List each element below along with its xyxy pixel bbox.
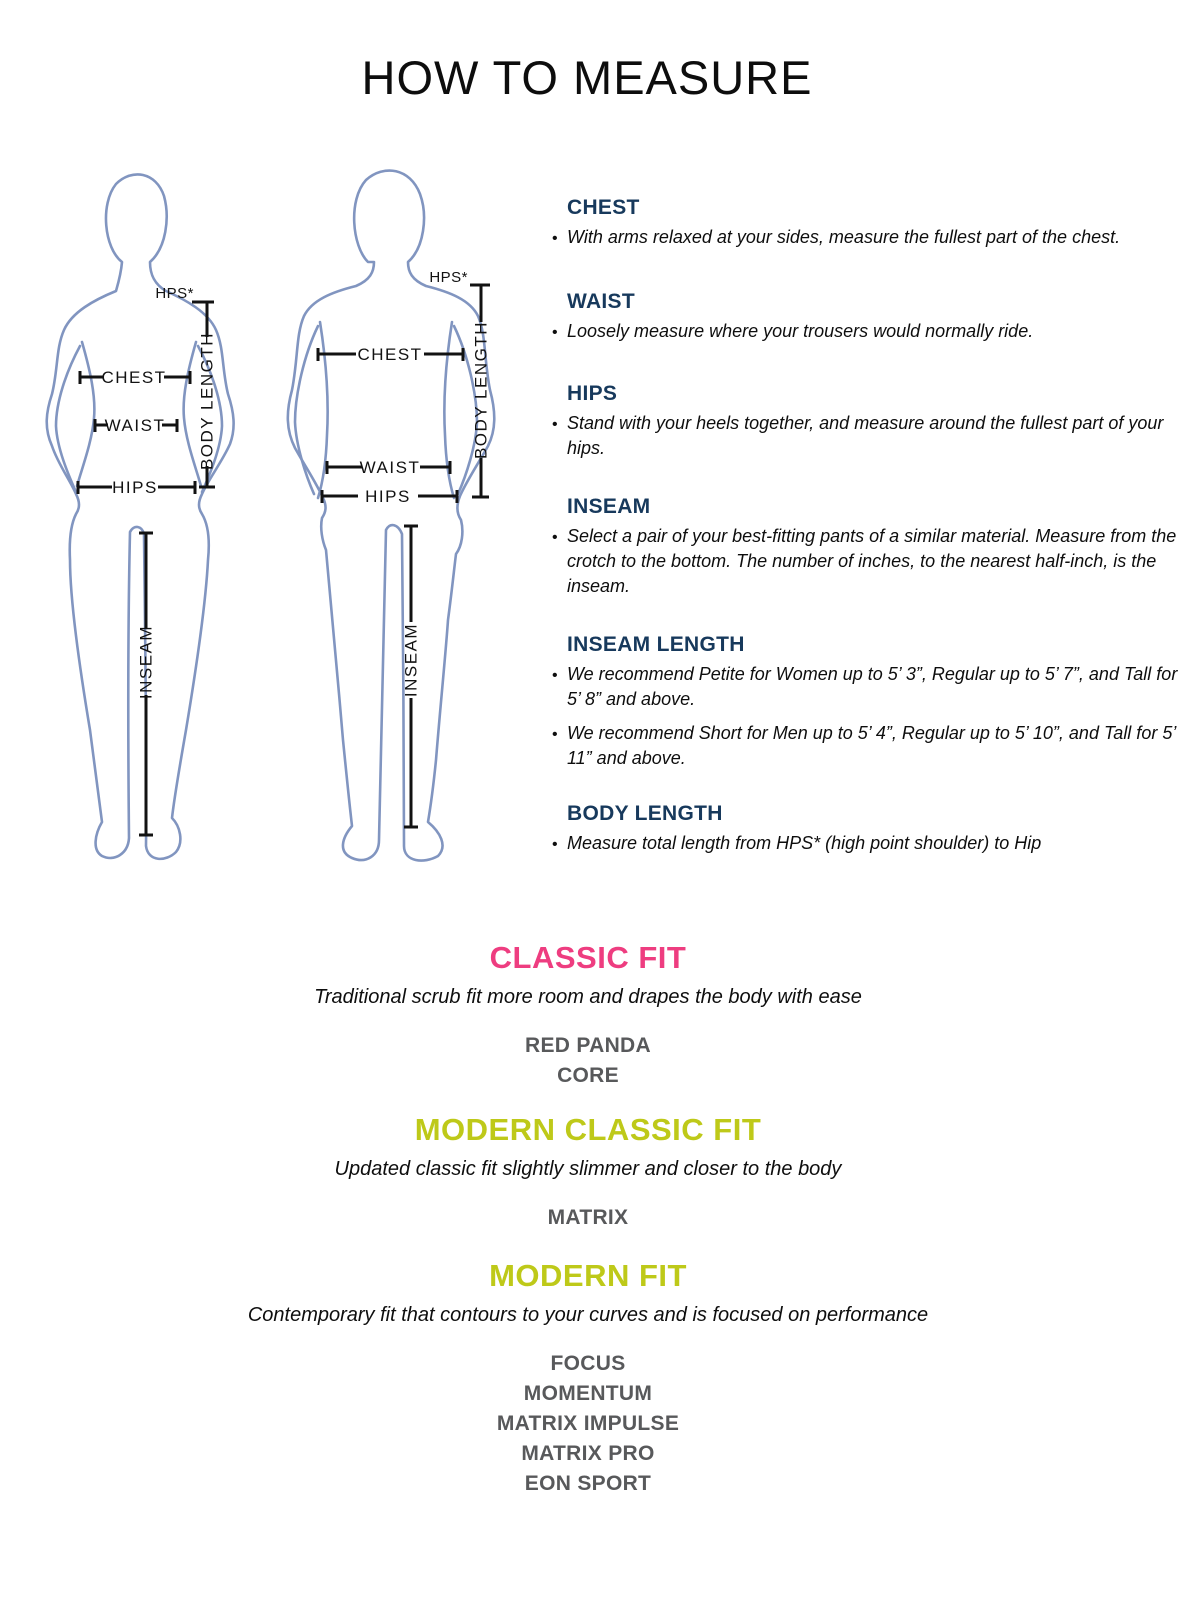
female-hips-label: HIPS: [112, 478, 158, 497]
instruction-inseam-length: [552, 633, 1182, 771]
instruction-hips: [552, 382, 1182, 461]
fit-style-item: MOMENTUM: [523, 1382, 653, 1405]
page-title: HOW TO MEASURE: [361, 51, 813, 104]
female-torso-side-left: [77, 342, 94, 486]
male-chest-label: CHEST: [357, 345, 423, 364]
female-hps-label: HPS*: [155, 285, 194, 302]
male-inseam-label: INSEAM: [401, 622, 421, 698]
fit-style-item: EON SPORT: [524, 1472, 652, 1495]
fit-description: Updated classic fit slightly slimmer and closer to the body: [334, 1158, 842, 1180]
female-waist-label: WAIST: [104, 416, 166, 435]
fit-title: MODERN CLASSIC FIT: [414, 1112, 762, 1147]
instruction-body-length: [552, 802, 1182, 856]
instruction-bullet: • Select a pair of your best-fitting pants of a similar material. Measure from the crotch to the bottom. The number of inches, to the nearest half-inch, is the inseam.: [552, 524, 1182, 599]
instruction-chest: [552, 196, 1182, 250]
fit-style-item: FOCUS: [550, 1352, 626, 1375]
fit-style-item: MATRIX: [547, 1206, 629, 1229]
instruction-waist: [552, 290, 1182, 344]
female-outline: [47, 174, 234, 858]
fit-style-item: MATRIX IMPULSE: [496, 1412, 680, 1435]
female-chest-label: CHEST: [101, 368, 167, 387]
fit-style-list: [0, 1031, 1176, 1091]
instruction-heading: WAIST: [567, 290, 635, 313]
measurement-diagram: [0, 150, 540, 890]
instruction-heading: INSEAM: [567, 495, 651, 518]
instruction-inseam: [552, 495, 1182, 599]
instruction-bullet: • Measure total length from HPS* (high point shoulder) to Hip: [552, 831, 1182, 856]
fit-title: CLASSIC FIT: [489, 940, 687, 975]
male-body-length-label: BODY LENGTH: [471, 320, 491, 460]
fit-style-item: RED PANDA: [525, 1034, 651, 1057]
female-annotations: [78, 285, 217, 835]
fit-description: Contemporary fit that contours to your curves and is focused on performance: [247, 1304, 929, 1326]
fit-modern: [0, 1258, 1176, 1499]
fit-style-item: MATRIX PRO: [521, 1442, 655, 1465]
instruction-bullet: • We recommend Short for Men up to 5’ 4”, Regular up to 5’ 10”, and Tall for 5’ 11” and above.: [552, 721, 1182, 771]
instruction-heading: HIPS: [567, 382, 618, 405]
male-waist-label: WAIST: [359, 458, 421, 477]
fit-style-item: CORE: [557, 1064, 619, 1087]
fit-modern-classic: [0, 1112, 1176, 1233]
fit-title: MODERN FIT: [489, 1258, 687, 1293]
instruction-heading: INSEAM LENGTH: [567, 633, 745, 656]
instruction-bullet: • With arms relaxed at your sides, measure the fullest part of the chest.: [552, 225, 1182, 250]
female-arm-inner-left: [56, 346, 80, 492]
instruction-bullet: • Loosely measure where your trousers would normally ride.: [552, 319, 1182, 344]
instruction-bullet: • Stand with your heels together, and measure around the fullest part of your hips.: [552, 411, 1182, 461]
male-hips-label: HIPS: [365, 487, 411, 506]
fit-description: Traditional scrub fit more room and drapes the body with ease: [314, 986, 862, 1008]
female-inseam-label: INSEAM: [136, 624, 156, 700]
female-figure: [47, 174, 234, 858]
instruction-heading: CHEST: [567, 196, 640, 219]
female-body-length-label: BODY LENGTH: [197, 331, 217, 471]
fit-classic: [0, 940, 1176, 1091]
fit-style-list: [0, 1203, 1176, 1233]
instruction-bullet: • We recommend Petite for Women up to 5’ 3”, Regular up to 5’ 7”, and Tall for 5’ 8” and above.: [552, 662, 1182, 712]
male-hps-label: HPS*: [429, 269, 468, 286]
instruction-heading: BODY LENGTH: [567, 802, 723, 825]
fit-style-list: [0, 1349, 1176, 1499]
